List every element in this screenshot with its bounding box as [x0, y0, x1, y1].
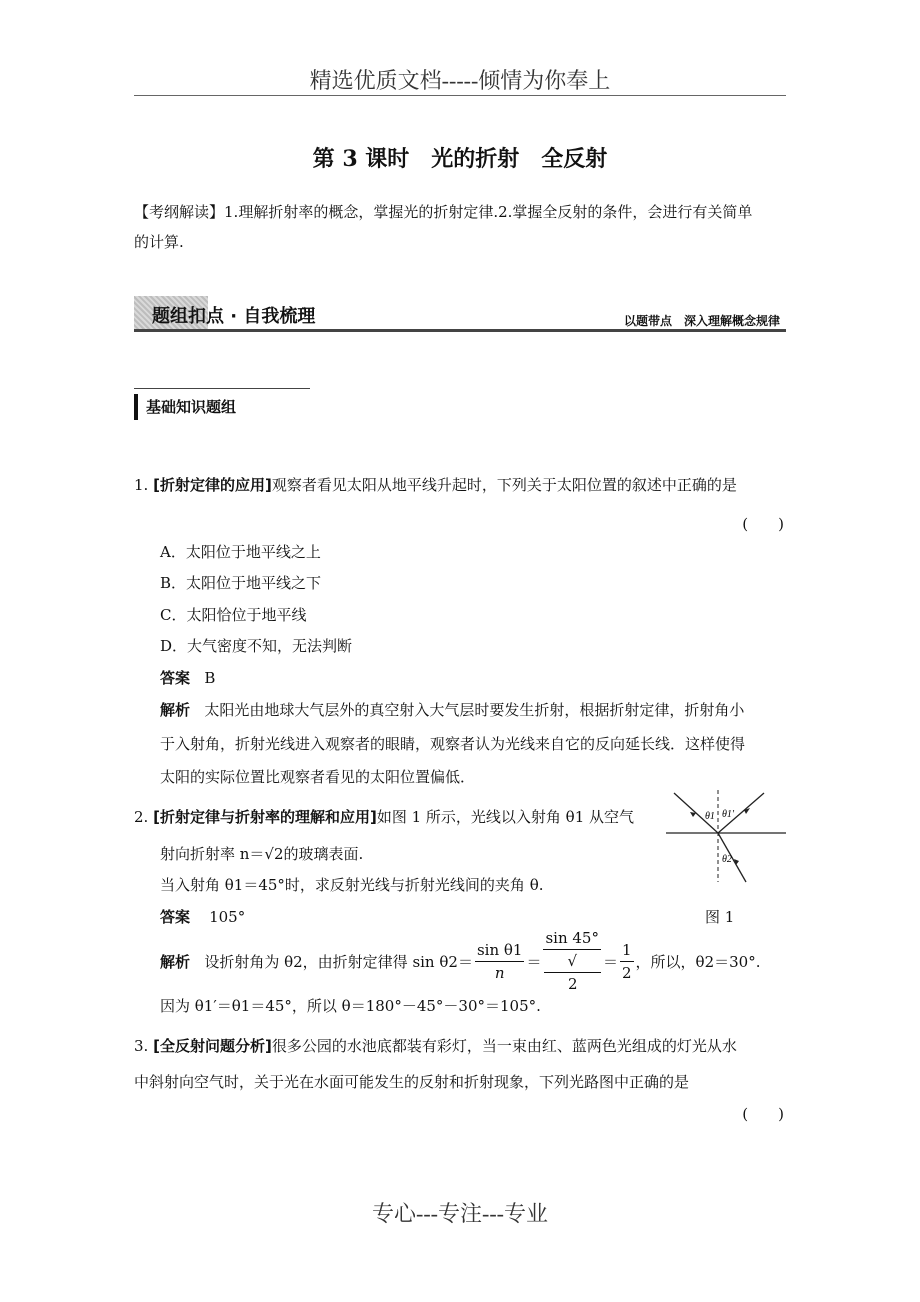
q3-number: 3. [134, 1037, 149, 1055]
q2-answer-label: 答案 [160, 908, 191, 926]
q1-analysis-text1: 太阳光由地球大气层外的真空射入大气层时要发生折射，根据折射定律，折射角小 [204, 701, 745, 719]
figure-1-caption: 图 1 [705, 908, 735, 926]
q3-stem-line2: 中斜射向空气时，关于光在水面可能发生的反射和折射现象，下列光路图中正确的是 [134, 1073, 690, 1091]
page-footer: 专心---专注---专业 [372, 1201, 548, 1226]
section-bar-rule [134, 329, 786, 332]
q3-paren: ( ) [742, 1105, 784, 1123]
q1-number: 1. [134, 476, 149, 494]
lesson-title: 第 3 课时 光的折射 全反射 [312, 146, 608, 172]
q1-analysis-label: 解析 [160, 701, 191, 719]
outline-label: 【考纲解读】 [134, 203, 225, 221]
q2-stem-line2: 射向折射率 n＝√2的玻璃表面. [160, 845, 364, 863]
q1-analysis-line1 [160, 699, 744, 720]
q1-answer-label: 答案 [160, 669, 191, 687]
q2-analysis-intro: 设折射角为 θ2，由折射定律得 sin θ2＝ [204, 952, 473, 971]
outline-text: 1.理解折射率的概念，掌握光的折射定律.2.掌握全反射的条件，会进行有关简单 [224, 203, 753, 221]
q1-paren: ( ) [742, 515, 784, 533]
q1-tag: [折射定律的应用] [153, 476, 272, 494]
q3-tag: [全反射问题分析] [153, 1037, 272, 1055]
theta1-label: θ1 [705, 811, 715, 822]
q2-analysis-label: 解析 [160, 952, 191, 971]
fraction-1-den: n [494, 963, 505, 982]
q2-analysis-line2: 因为 θ1′＝θ1＝45°，所以 θ＝180°－45°－30°＝105°. [160, 997, 541, 1015]
q1-answer [160, 667, 215, 688]
q2-number: 2. [134, 808, 149, 826]
q2-answer [160, 906, 245, 927]
outline-line1 [134, 201, 752, 222]
q1-option-a: A．太阳位于地平线之上 [160, 543, 321, 561]
q2-analysis-line1: 解析 设折射角为 θ2，由折射定律得 sin θ2＝ $\frac{\text{sin θ1}}{n}$ ＝ sin 45° √ 2 ＝ $\frac{1}{2}$ ，所以，θ2＝30°. [160, 929, 761, 993]
q2-tag: [折射定律与折射率的理解和应用] [153, 808, 377, 826]
q2-stem-line1 [134, 806, 634, 827]
fraction-2-den: √ 2 [543, 950, 601, 995]
q3-stem-line1 [134, 1035, 737, 1056]
q2-stem-line3: 当入射角 θ1＝45°时，求反射光线与折射光线间的夹角 θ. [160, 876, 544, 894]
page-header: 精选优质文档-----倾情为你奉上 [309, 68, 611, 93]
q1-stem-text: 观察者看见太阳从地平线升起时，下列关于太阳位置的叙述中正确的是 [271, 476, 737, 494]
q2-answer-value: 105° [209, 908, 246, 926]
fraction-1-num: sin θ1 [475, 939, 525, 962]
outline-line2: 的计算. [134, 233, 184, 251]
q1-option-b: B．太阳位于地平线之下 [160, 574, 322, 592]
q1-analysis-line3: 太阳的实际位置比观察者看见的太阳位置偏低． [160, 768, 476, 786]
q1-stem [134, 474, 737, 495]
section-title: 题组扣点 · 自我梳理 [152, 306, 316, 327]
theta1p-label: θ1′ [722, 809, 735, 820]
q1-option-d: D．大气密度不知，无法判断 [160, 637, 353, 655]
subsection-rule [134, 388, 310, 389]
fraction-1 [475, 939, 525, 984]
theta2-label: θ2 [722, 854, 732, 865]
q3-stem-text1: 很多公园的水池底都装有彩灯，当一束由红、蓝两色光组成的灯光从水 [271, 1037, 737, 1055]
figure-1-diagram [666, 790, 786, 886]
fraction-2 [543, 927, 601, 995]
fraction-3-num: 1 [620, 939, 634, 962]
section-bar [134, 296, 786, 332]
q2-analysis-result: ，所以，θ2＝30°. [635, 952, 761, 971]
sqrt-radicand: 2 [544, 972, 601, 995]
fraction-3-den: 2 [622, 963, 632, 982]
fraction-2-num: sin 45° [543, 927, 601, 950]
subsection-marker [134, 394, 138, 420]
section-subtitle: 以题带点 深入理解概念规律 [623, 314, 780, 328]
q2-stem-text1: 如图 1 所示，光线以入射角 θ1 从空气 [376, 808, 635, 826]
subsection-title: 基础知识题组 [146, 398, 237, 416]
q1-answer-value: B [204, 669, 216, 687]
fraction-3 [620, 939, 634, 984]
q1-analysis-line2: 于入射角，折射光线进入观察者的眼睛，观察者认为光线来自它的反向延长线．这样使得 [160, 735, 746, 753]
q1-option-c: C．太阳恰位于地平线 [160, 606, 307, 624]
header-rule [134, 95, 786, 96]
